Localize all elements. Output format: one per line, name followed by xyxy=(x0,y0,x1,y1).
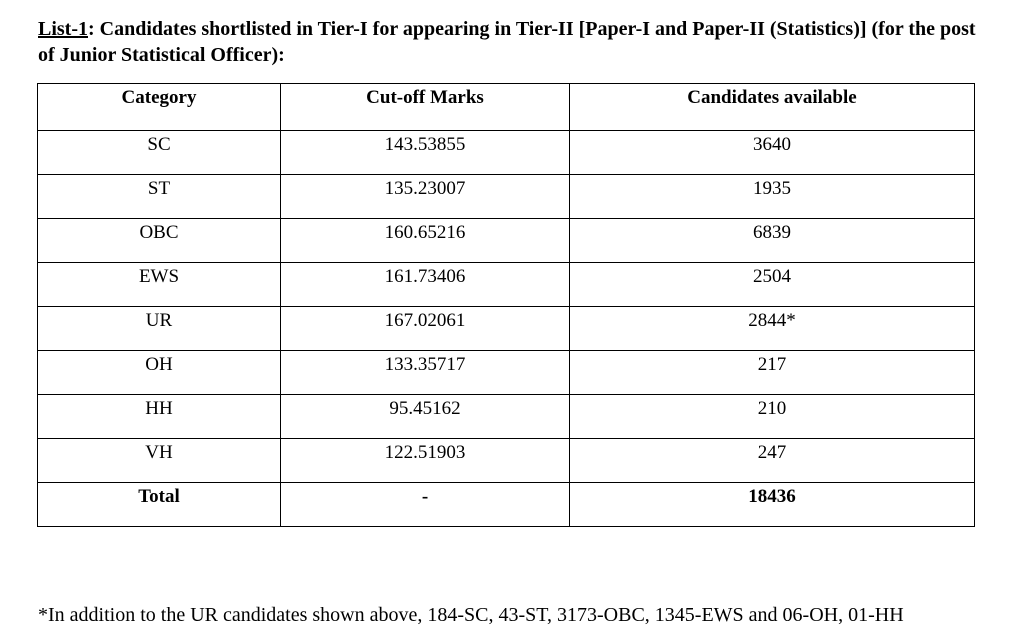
category-cell: SC xyxy=(38,131,281,175)
list-id: List-1 xyxy=(38,18,88,40)
table-row xyxy=(38,307,975,351)
category-cell: EWS xyxy=(38,263,281,307)
table-row xyxy=(38,395,975,439)
category-cell: OH xyxy=(38,351,281,395)
available-cell: 6839 xyxy=(570,219,975,263)
table-row xyxy=(38,175,975,219)
available-cell: 3640 xyxy=(570,131,975,175)
cutoff-cell: 135.23007 xyxy=(281,175,570,219)
total-label-cell: Total xyxy=(38,483,281,527)
category-cell: HH xyxy=(38,395,281,439)
cutoff-cell: 161.73406 xyxy=(281,263,570,307)
column-header-category: Category xyxy=(38,84,281,131)
cutoff-cell: 133.35717 xyxy=(281,351,570,395)
table-row xyxy=(38,439,975,483)
available-cell: 217 xyxy=(570,351,975,395)
cutoff-cell: 122.51903 xyxy=(281,439,570,483)
available-cell: 247 xyxy=(570,439,975,483)
table-header-row xyxy=(38,84,975,131)
cutoff-cell: 160.65216 xyxy=(281,219,570,263)
available-cell: 1935 xyxy=(570,175,975,219)
cutoff-cell: 95.45162 xyxy=(281,395,570,439)
table-row xyxy=(38,219,975,263)
category-cell: OBC xyxy=(38,219,281,263)
available-cell: 210 xyxy=(570,395,975,439)
list-heading-text: : Candidates shortlisted in Tier-I for appearing in Tier-II [Paper-I and Paper-II (Statistics)] (for the post of Junior Statistical Officer): xyxy=(38,18,976,66)
table-total-row xyxy=(38,483,975,527)
column-header-available: Candidates available xyxy=(570,84,975,131)
cutoff-table xyxy=(37,83,975,527)
cutoff-cell: 167.02061 xyxy=(281,307,570,351)
column-header-cutoff: Cut-off Marks xyxy=(281,84,570,131)
total-available-cell: 18436 xyxy=(570,483,975,527)
category-cell: ST xyxy=(38,175,281,219)
table-row xyxy=(38,131,975,175)
category-cell: VH xyxy=(38,439,281,483)
footnote: *In addition to the UR candidates shown above, 184-SC, 43-ST, 3173-OBC, 1345-EWS and 06-OH, 01-HH xyxy=(38,604,904,626)
cutoff-cell: 143.53855 xyxy=(281,131,570,175)
total-cutoff-cell: - xyxy=(281,483,570,527)
table-row xyxy=(38,351,975,395)
table-row xyxy=(38,263,975,307)
available-cell: 2844* xyxy=(570,307,975,351)
category-cell: UR xyxy=(38,307,281,351)
available-cell: 2504 xyxy=(570,263,975,307)
list-heading xyxy=(38,16,988,68)
